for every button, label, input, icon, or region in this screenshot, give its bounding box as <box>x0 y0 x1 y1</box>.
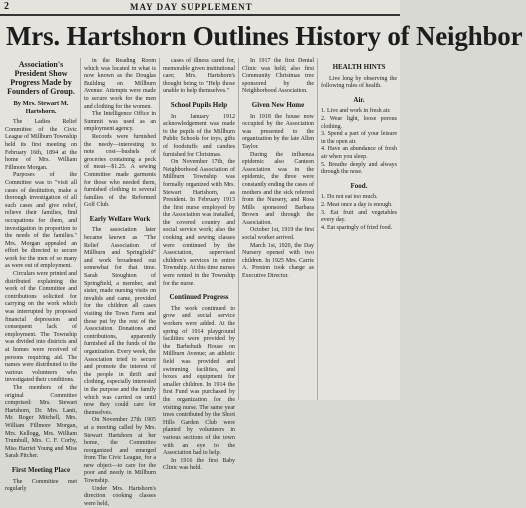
list-item: 4. Have an abundance of fresh air when you sleep. <box>321 146 397 160</box>
list-item: 2. Wear light, loose porous clothing. <box>321 115 397 130</box>
health-list <box>321 194 397 232</box>
paragraph: The work continued to grow and social service workers were added. At the spring of 1914 playground facilities were provided by the Barbehuth House on Millburn Avenue; an athletic field was provided and swimming facilities, and boxes and equipment for smaller children. In 1914 the first Fund was purchased by the organization for the visiting nurse. The same year trees contributed by the Short Hills Garden Club were planted by volunteers in various sections of the town with an eye to the Association had to help. <box>163 305 235 457</box>
paragraph: The Committee met regularly <box>5 478 77 493</box>
paragraph: Circulars were printed and distributed explaining the work of the Committee and contributions solicited for carrying on the work which was interrupted by proposed financial depression and consequent lack of employment. The Township was divided into districts and at homes were received of persons requiring aid. The names were distributed to the various volunteers who investigated their conditions. <box>5 271 77 384</box>
section-heading: Early Welfare Work <box>89 214 151 223</box>
column-divider <box>159 58 160 400</box>
article-headline: Mrs. Hartshorn Outlines History of Neighbor <box>6 21 523 51</box>
column-4 <box>242 58 314 281</box>
paragraph: cases of illness cared for, memorable given institutional care; Mrs. Hartshorn's thought being to "Help those unable to help themselves." <box>163 58 235 95</box>
health-list <box>321 108 397 176</box>
section-title: MAY DAY SUPPLEMENT <box>130 2 253 12</box>
column-5 <box>321 58 397 232</box>
column-1 <box>5 58 77 494</box>
section-heading: Given New Home <box>251 100 305 109</box>
list-heading: Food. <box>350 181 368 190</box>
paragraph: in the Reading Room which was located in what is now known as the Douglas Building on Millburn Avenue. Attempts were made to secure work for the men and clothing for the women. <box>84 58 156 110</box>
paragraph: The members of the original Committee comprised: Mrs. Stewart Hartshorn, Dr. Mrs. Lanti, Mr. Roger Mitchell, Mrs. William Fillmore Morgan, Mrs. Kellogg, Mrs. William Trumbull, Mrs. C. F. Corby, Miss Harriet Young and Miss Sarah Pitcher. <box>5 384 77 460</box>
column-divider <box>317 58 318 400</box>
paragraph: Under Mrs. Hartshorn's direction cooking classes were held, <box>84 485 156 507</box>
list-item: 3. Spend a part of your leisure in the open air. <box>321 131 397 145</box>
column-divider <box>238 58 239 400</box>
paragraph: Records were furnished the needy—interesting to note cost—bushels of groceries containing a peck of meat—$1.25. A sewing Committee made garments for those who needed them, furnished clothing to several families of the Reformed Golf Club. <box>84 133 156 209</box>
section-heading: School Pupils Help <box>170 100 228 109</box>
article-subhead: Association's President Show Progress Made by Founders of Group. <box>7 60 75 96</box>
paragraph: On November 27th 1905 at a meeting called by Mrs. Stewart Hartshorn at her home, the Committee reorganized and emerged from The Civic League, for a new object—to care for the poor and needy in Millburn Township. <box>84 417 156 485</box>
paragraph: October 1st, 1919 the first social worker arrived. <box>242 227 314 242</box>
section-heading: First Meeting Place <box>11 465 71 474</box>
paragraph: During the influenza epidemic also Canteen Association was in the epidemic, the three were constantly ending the cases of mothers and the sick referred from the Nursery, and Ross Mills sponsored Barbara Brown and through the Association. <box>242 151 314 226</box>
paragraph: Purposes of the Committee was to "visit all cases of destitution, make a thorough investigation of all such cases and give relief, relieve their families, find occupations for them, and investigation in proportion to the needs of the families." Mrs. Morgan appealed an effort be directed to secure work for the men of so many as were out of employment. <box>5 172 77 270</box>
list-heading: Air. <box>353 95 365 104</box>
paragraph: In January 1912 acknowledgement was made to the pupils of the Millburn Public Schools for toys, gifts of foodstuffs and candies furnished for Christmas. <box>163 113 235 158</box>
paragraph: In 1917 the first Dental Clinic was held; also first Community Christmas tree sponsored by the Neighborhood Association. <box>242 58 314 95</box>
column-divider <box>80 58 81 400</box>
section-heading: HEALTH HINTS <box>332 63 386 71</box>
list-item: 1. Live and work in fresh air. <box>321 108 391 115</box>
paragraph: The Intelligence Office in Summit was used as an employment agency. <box>84 111 156 133</box>
list-item: 3. Eat fruit and vegetables every day. <box>321 209 397 224</box>
paragraph: The association later became known as "The Relief Association of Millburn and Springfield" and work broadened out somewhat for that time. Sarah Stoughton of Springfield, a member, and sister, made nursing visits on invalids and came, provided for the children all cases visiting the Town Farm and those put by the rest of the Association. Donations and contributions, apparently furnished all the funds of the organization. Every week, the Association tried to secure and promote the interest of the people in thrift and clothing, especially interested in the purpose and the family which was carried on until now they could care for themselves. <box>84 227 156 416</box>
paragraph: Live long by observing the following rules of health. <box>321 75 397 90</box>
byline: By Mrs. Stewart M. Hartshorn. <box>13 100 69 115</box>
paragraph: The Ladies Relief Committee of the Civic League of Millburn Township held its first meeting on February 16th, 1894 at the home of Mrs. William Fillmore Morgan. <box>5 119 77 171</box>
paragraph: On November 17th, the Neighborhood Association of Millburn Township was formally organized with Mrs. Stewart Hartshorn, as President. In February 1913 the first nurse employed by the Association was installed, the covered country and social service work; also the cooking and sewing classes were continued by the Association, supervised children's services in entire Township. At this time nurses were rented in the Township for the nurse. <box>163 159 235 287</box>
section-heading: Continued Progress <box>169 293 229 302</box>
header-rule <box>0 14 400 16</box>
list-item: 1. Do not eat too much. <box>321 194 378 201</box>
paragraph: In 1916 the first Baby Clinic was held. <box>163 457 235 472</box>
column-3 <box>163 58 235 473</box>
paragraph: In 1918 the house now occupied by the Association was presented to the organization by the late Allen Taylor. <box>242 113 314 150</box>
paragraph: March 1st, 1920, the Day Nursery opened with two children. In 1925 Mrs. Carrie A. Preston took charge as Executive Director. <box>242 242 314 280</box>
list-item: 2. Meat once a day is enough. <box>321 201 393 208</box>
list-item: 5. Breathe deeply and always through the nose. <box>321 161 397 176</box>
column-2 <box>84 58 156 508</box>
page-header <box>0 0 400 14</box>
list-item: 4. Eat sparingly of fried food. <box>321 224 393 231</box>
page-number: 2 <box>4 1 10 12</box>
